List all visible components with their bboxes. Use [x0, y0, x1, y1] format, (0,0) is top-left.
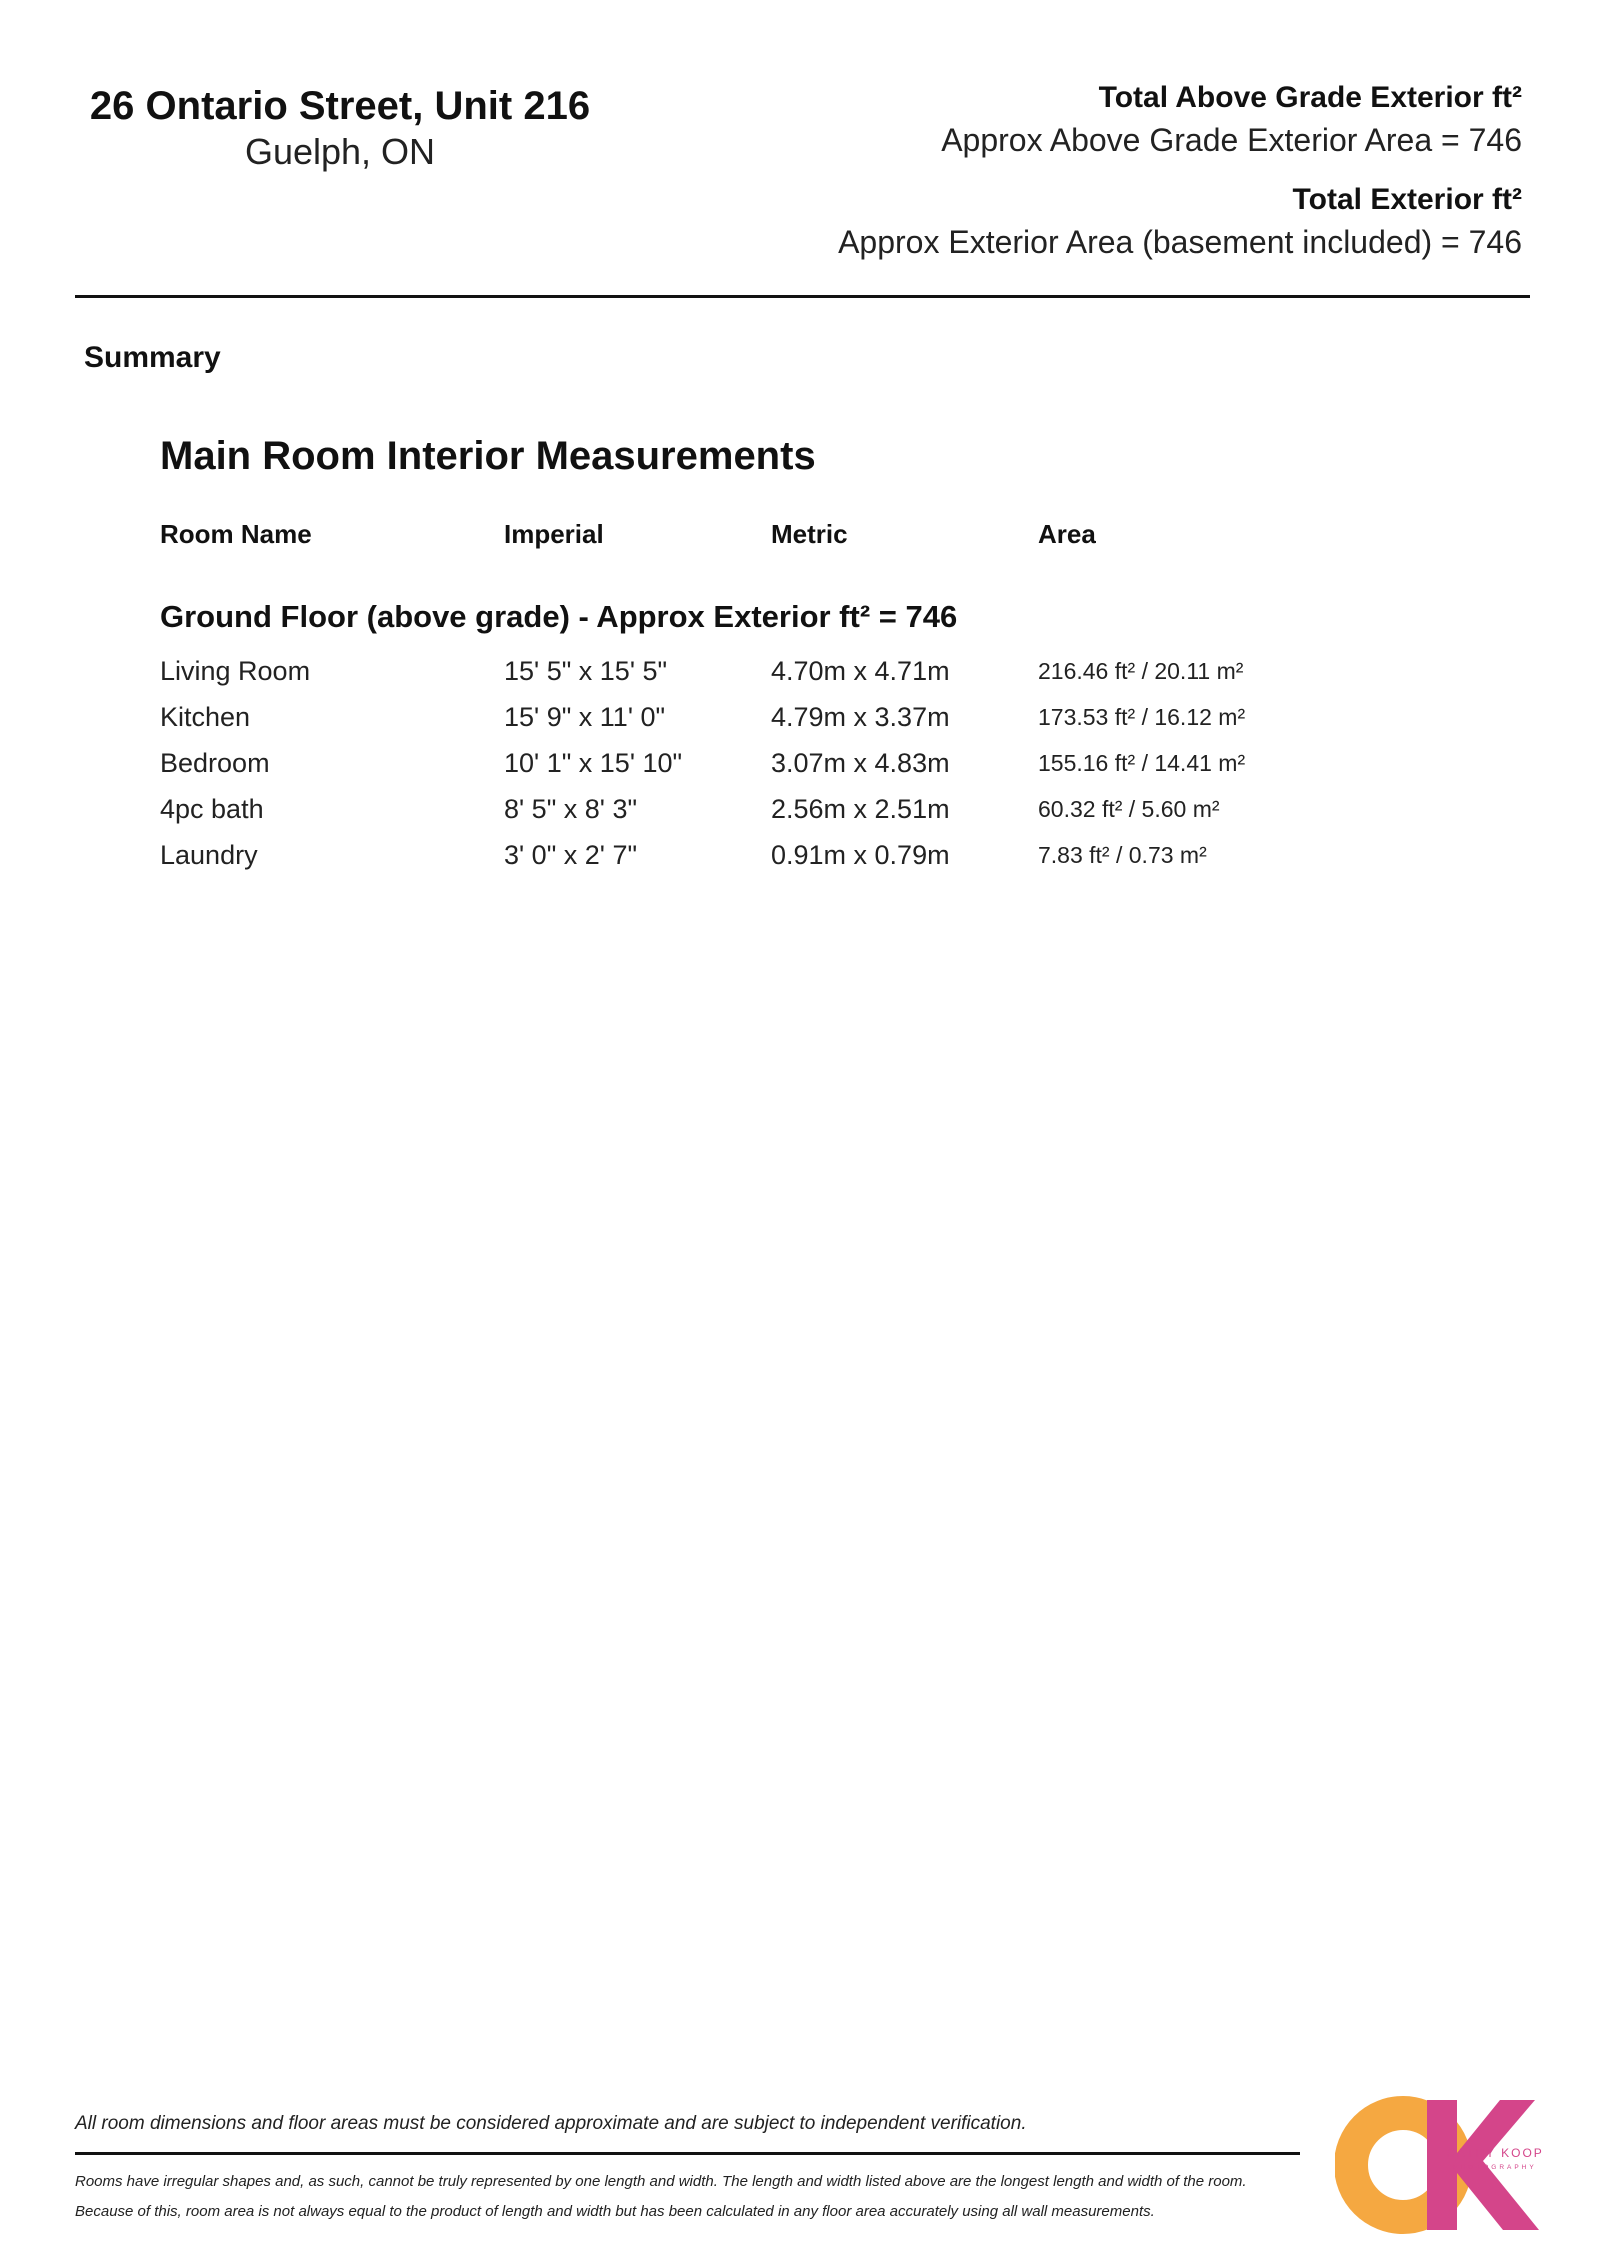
total-above-grade-value: Approx Above Grade Exterior Area = 746 — [941, 122, 1522, 158]
cathy-koop-logo — [1335, 2095, 1575, 2235]
address-street: 26 Ontario Street, Unit 216 — [89, 84, 591, 128]
room-area: 60.32 ft² / 5.60 m² — [1038, 796, 1220, 822]
disclaimer-text: All room dimensions and floor areas must be considered approximate and are subject to independent verification. — [75, 2113, 1027, 2134]
room-area: 173.53 ft² / 16.12 m² — [1038, 704, 1246, 730]
table-row — [0, 742, 1600, 788]
section-title: Main Room Interior Measurements — [160, 434, 816, 478]
column-header-area: Area — [1038, 519, 1096, 549]
table-row — [0, 834, 1600, 880]
column-header-imperial: Imperial — [504, 519, 604, 549]
room-imperial: 10' 1" x 15' 10" — [504, 748, 683, 778]
logo-name: CATHY KOOP — [1446, 2146, 1544, 2160]
column-header-room-name: Room Name — [160, 519, 312, 549]
room-imperial: 3' 0" x 2' 7" — [504, 840, 638, 870]
room-imperial: 8' 5" x 8' 3" — [504, 794, 638, 824]
room-metric: 4.70m x 4.71m — [771, 656, 950, 686]
header-divider — [75, 295, 1530, 298]
room-table — [0, 650, 1600, 880]
total-exterior-value: Approx Exterior Area (basement included) = 746 — [838, 224, 1522, 260]
table-row — [0, 788, 1600, 834]
room-name: Laundry — [160, 840, 258, 870]
total-exterior-heading: Total Exterior ft² — [1292, 183, 1522, 216]
footer-note-line-1: Rooms have irregular shapes and, as such, cannot be truly represented by one length and width. The length and width listed above are the longest length and width of the room. — [75, 2173, 1247, 2190]
logo-tagline: PHOTOGRAPHY — [1453, 2164, 1537, 2171]
room-name: Bedroom — [160, 748, 270, 778]
room-area: 7.83 ft² / 0.73 m² — [1038, 842, 1207, 868]
table-row — [0, 650, 1600, 696]
floor-title: Ground Floor (above grade) - Approx Exterior ft² = 746 — [160, 599, 958, 634]
room-name: Living Room — [160, 656, 311, 686]
totals-block — [838, 78, 1522, 264]
room-metric: 2.56m x 2.51m — [771, 794, 950, 824]
footer-note-line-2: Because of this, room area is not always equal to the product of length and width but has been calculated in any floor area accurately using all wall measurements. — [75, 2203, 1155, 2220]
address-block — [60, 82, 620, 174]
summary-label: Summary — [84, 341, 221, 374]
table-row — [0, 696, 1600, 742]
column-header-metric: Metric — [771, 519, 848, 549]
total-above-grade-heading: Total Above Grade Exterior ft² — [1098, 81, 1522, 114]
room-metric: 0.91m x 0.79m — [771, 840, 950, 870]
address-city: Guelph, ON — [244, 131, 436, 172]
room-metric: 4.79m x 3.37m — [771, 702, 950, 732]
room-name: 4pc bath — [160, 794, 264, 824]
room-imperial: 15' 9" x 11' 0" — [504, 702, 666, 732]
room-area: 216.46 ft² / 20.11 m² — [1038, 658, 1244, 684]
room-metric: 3.07m x 4.83m — [771, 748, 950, 778]
room-name: Kitchen — [160, 702, 251, 732]
footer-divider — [75, 2152, 1300, 2155]
room-imperial: 15' 5" x 15' 5" — [504, 656, 668, 686]
room-area: 155.16 ft² / 14.41 m² — [1038, 750, 1246, 776]
table-header — [0, 515, 1600, 555]
